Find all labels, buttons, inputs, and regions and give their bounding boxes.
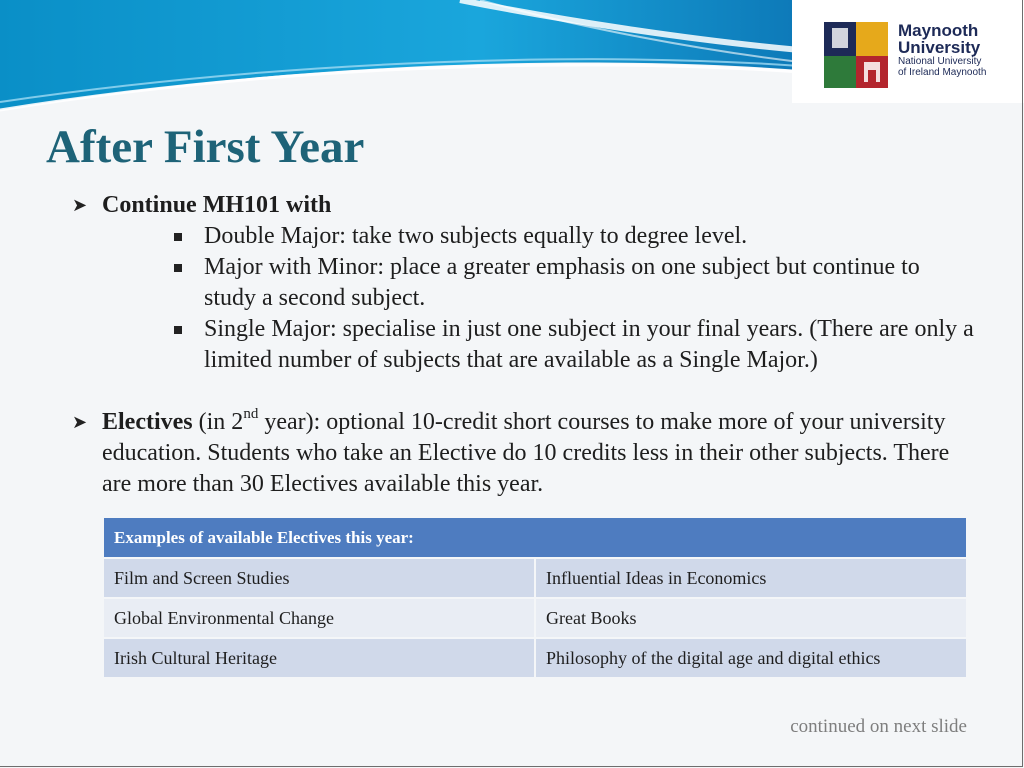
electives-text: year): optional 10-credit short courses to make more of your university education. Students who take an Elective do 10 credits less in their other subjects. There are more than 30 Electives available this year. <box>102 409 950 497</box>
square-bullet-icon <box>174 326 182 334</box>
bullet-continue-text: Continue MH101 with <box>102 192 332 218</box>
option-text: Single Major: specialise in just one subject in your final years. (There are only a limited number of subjects that are available as a Single Major.) <box>204 316 974 373</box>
arrow-bullet-icon: ➤ <box>72 195 88 215</box>
option-single-major <box>204 314 974 376</box>
electives-bold: Electives <box>102 409 193 435</box>
table-cell: Global Environmental Change <box>103 598 535 638</box>
slide-title: After First Year <box>46 121 365 173</box>
table-cell: Film and Screen Studies <box>103 558 535 598</box>
logo-sub-line2: of Ireland Maynooth <box>898 67 987 78</box>
bullet-electives <box>72 406 982 500</box>
table-cell: Great Books <box>535 598 967 638</box>
square-bullet-icon <box>174 264 182 272</box>
logo-sub-line1: National University <box>898 56 982 67</box>
option-major-minor <box>204 252 974 314</box>
table-row <box>103 598 967 638</box>
table-row <box>103 638 967 678</box>
arrow-bullet-icon: ➤ <box>72 412 88 432</box>
header-wave-graphic <box>0 0 800 120</box>
logo-name-line2: University <box>898 38 981 57</box>
university-crest-icon <box>824 22 888 88</box>
square-bullet-icon <box>174 233 182 241</box>
option-text: Double Major: take two subjects equally to degree level. <box>204 223 748 249</box>
continued-note: continued on next slide <box>790 716 967 737</box>
bullet-continue <box>72 190 982 221</box>
table-cell: Philosophy of the digital age and digital ethics <box>535 638 967 678</box>
option-text: Major with Minor: place a greater emphasis on one subject but continue to study a second subject. <box>204 254 920 311</box>
electives-table <box>102 516 968 679</box>
table-cell: Irish Cultural Heritage <box>103 638 535 678</box>
option-double-major <box>204 221 974 252</box>
table-header: Examples of available Electives this year: <box>103 517 967 558</box>
logo-name-line1: Maynooth <box>898 21 979 40</box>
university-logo <box>792 0 1024 103</box>
table-row <box>103 558 967 598</box>
electives-pre: (in 2 <box>192 409 244 435</box>
table-cell: Influential Ideas in Economics <box>535 558 967 598</box>
electives-sup: nd <box>243 406 259 422</box>
